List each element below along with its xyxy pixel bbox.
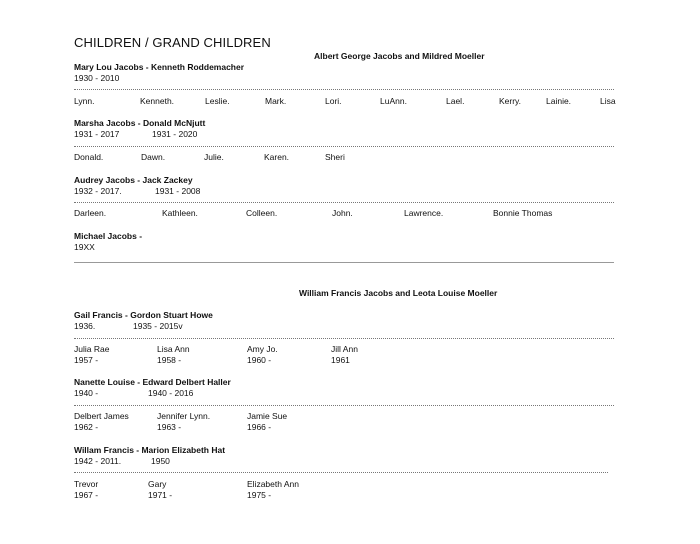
page-title: CHILDREN / GRAND CHILDREN (74, 35, 271, 50)
child-years: 1960 - (247, 355, 272, 365)
child-name: Lisa (600, 96, 616, 106)
child-name: John. (332, 208, 353, 218)
child-name: Lawrence. (404, 208, 444, 218)
child-name: Kenneth. (140, 96, 175, 106)
child-name: Julie. (204, 152, 224, 162)
child-years: 1958 - (157, 355, 182, 365)
section-divider (74, 262, 614, 263)
child-name: Leslie. (205, 96, 230, 106)
divider (74, 202, 614, 203)
child-name: Lainie. (546, 96, 572, 106)
child-years: 1967 - (74, 490, 99, 500)
couple-name: Nanette Louise - Edward Delbert Haller (74, 377, 231, 387)
child-name: Donald. (74, 152, 104, 162)
divider (74, 338, 614, 339)
spouse-years: 1931 - 2008 (155, 186, 201, 196)
child-name: Jill Ann (331, 344, 358, 354)
couple-years: 1932 - 2017. (74, 186, 122, 196)
child-years: 1975 - (247, 490, 272, 500)
divider (74, 405, 614, 406)
couple-years: 1930 - 2010 (74, 73, 120, 83)
child-name: Trevor (74, 479, 99, 489)
spouse-years: 1940 - 2016 (148, 388, 194, 398)
child-name: Elizabeth Ann (247, 479, 299, 489)
child-name: Amy Jo. (247, 344, 278, 354)
child-name: Bonnie Thomas (493, 208, 553, 218)
child-years: 1966 - (247, 422, 272, 432)
couple-years: 1940 - (74, 388, 99, 398)
child-name: Lisa Ann (157, 344, 190, 354)
child-name: Lael. (446, 96, 465, 106)
child-years: 1963 - (157, 422, 182, 432)
child-name: Jamie Sue (247, 411, 288, 421)
child-years: 1971 - (148, 490, 173, 500)
child-name: Darleen. (74, 208, 107, 218)
child-name: Karen. (264, 152, 290, 162)
couple-name: Gail Francis - Gordon Stuart Howe (74, 310, 213, 320)
child-years: 1962 - (74, 422, 99, 432)
couple-name: Audrey Jacobs - Jack Zackey (74, 175, 193, 185)
child-years: 1957 - (74, 355, 99, 365)
couple-name: Michael Jacobs - (74, 231, 143, 241)
child-name: Gary (148, 479, 167, 489)
section-header-william: William Francis Jacobs and Leota Louise Moeller (299, 288, 498, 298)
couple-years: 1936. (74, 321, 96, 331)
divider (74, 472, 608, 473)
couple-name: Mary Lou Jacobs - Kenneth Roddemacher (74, 62, 245, 72)
child-name: Sheri (325, 152, 345, 162)
child-years: 1961 (331, 355, 350, 365)
child-name: LuAnn. (380, 96, 407, 106)
section-header-albert: Albert George Jacobs and Mildred Moeller (314, 51, 485, 61)
couple-years: 1931 - 2017 (74, 129, 120, 139)
child-name: Delbert James (74, 411, 129, 421)
couple-name: Willam Francis - Marion Elizabeth Hat (74, 445, 226, 455)
spouse-years: 1950 (151, 456, 170, 466)
divider (74, 89, 614, 90)
child-name: Colleen. (246, 208, 278, 218)
child-name: Mark. (265, 96, 287, 106)
child-name: Julia Rae (74, 344, 110, 354)
couple-name: Marsha Jacobs - Donald McNjutt (74, 118, 206, 128)
child-name: Lynn. (74, 96, 95, 106)
divider (74, 146, 614, 147)
couple-years: 1942 - 2011. (74, 456, 122, 466)
child-name: Lori. (325, 96, 342, 106)
child-name: Dawn. (141, 152, 166, 162)
couple-years: 19XX (74, 242, 95, 252)
spouse-years: 1935 - 2015v (133, 321, 183, 331)
spouse-years: 1931 - 2020 (152, 129, 198, 139)
child-name: Kathleen. (162, 208, 198, 218)
child-name: Jennifer Lynn. (157, 411, 211, 421)
child-name: Kerry. (499, 96, 522, 106)
